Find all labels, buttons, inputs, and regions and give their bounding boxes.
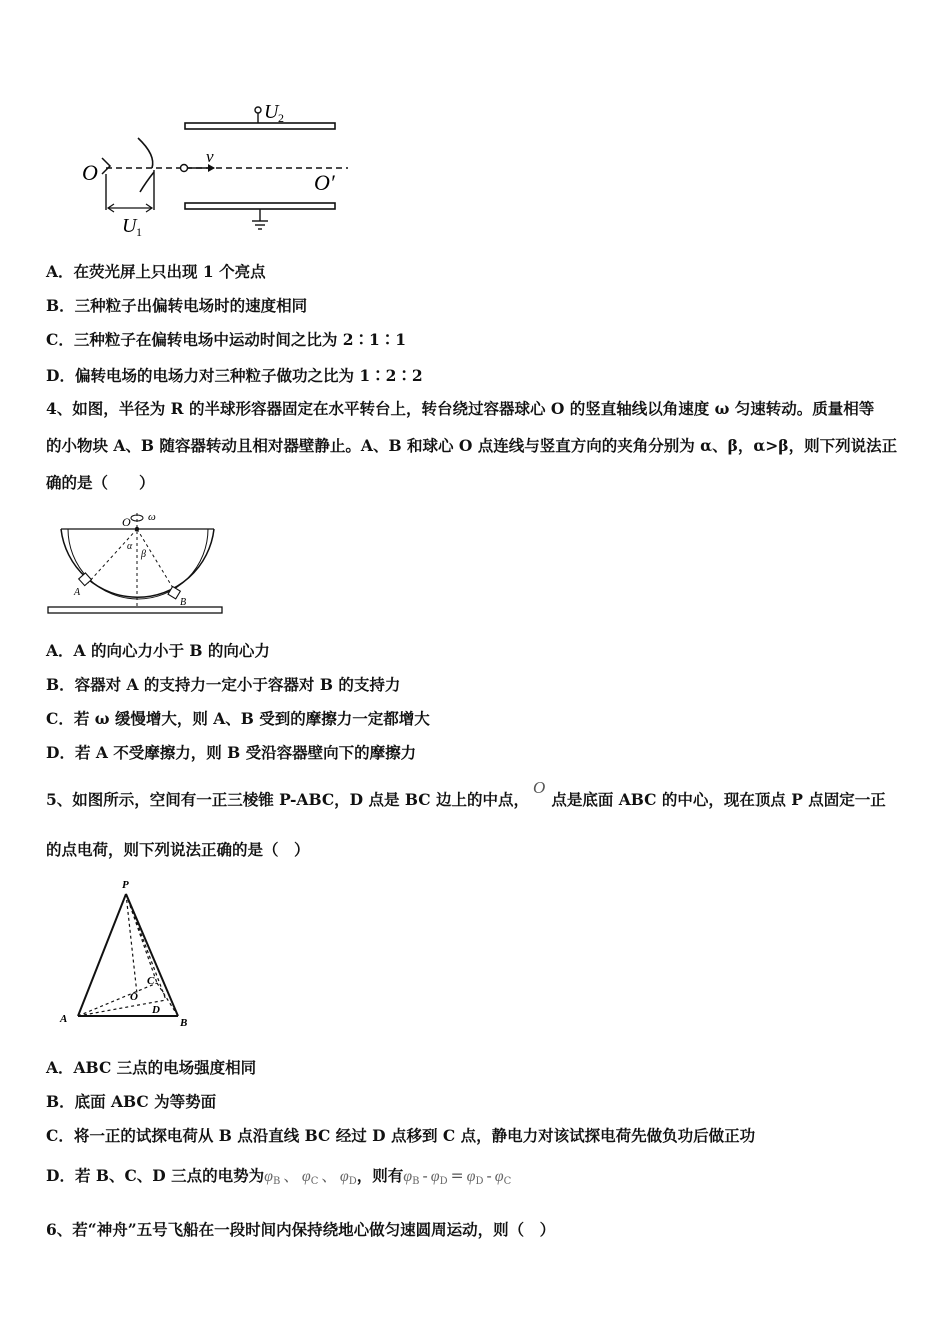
beta-label: β: [141, 549, 146, 560]
option-d-prefix: D．若 B、C、D 三点的电势为: [46, 1166, 265, 1185]
q5-option-b: B．底面 ABC 为等势面: [46, 1092, 217, 1111]
minus-sign: -: [422, 1167, 428, 1185]
q4-stem-line-1: 4、如图，半径为 R 的半球形容器固定在水平转台上，转台绕过容器球心 O 的竖直轴线以角速度 ω 匀速转动。质量相等: [46, 399, 875, 418]
block-b-label: B: [180, 597, 187, 608]
q4-stem-line-3: 确的是（ ）: [46, 473, 155, 492]
q3-option-d: D．偏转电场的电场力对三种粒子做功之比为 1∶2∶2: [46, 366, 423, 385]
q4-option-b: B．容器对 A 的支持力一定小于容器对 B 的支持力: [46, 675, 401, 694]
phi-b: φ: [264, 1168, 273, 1185]
phi-b: φ: [403, 1168, 413, 1185]
phi-c: φ: [494, 1168, 504, 1185]
alpha-label: α: [127, 541, 133, 552]
phi-c: φ: [301, 1168, 311, 1185]
q4-stem-line-2: 的小物块 A、B 随容器转动且相对器壁静止。A、B 和球心 O 点连线与竖直方向的夹角分别为 α、β，α>β，则下列说法正: [46, 436, 898, 455]
q6-stem: 6、若“神舟”五号飞船在一段时间内保持绕地心做匀速圆周运动，则（ ）: [46, 1220, 556, 1239]
q5-stem-line-1-start: 5、如图所示，空间有一正三棱锥 P-ABC，D 点是 BC 边上的中点，: [46, 790, 530, 809]
omega-label: ω: [148, 511, 156, 523]
triangular-pyramid-figure: [52, 876, 202, 1031]
vertex-c-label: C: [147, 975, 155, 987]
vertex-b-label: B: [180, 1017, 188, 1029]
q5-option-c: C．将一正的试探电荷从 B 点沿直线 BC 经过 D 点移到 C 点，静电力对该试探电荷先做负功后做正功: [46, 1126, 756, 1145]
q4-option-a: A．A 的向心力小于 B 的向心力: [46, 641, 270, 660]
q5-stem-line-1: [46, 778, 886, 810]
point-d-label: D: [152, 1004, 160, 1016]
minus-sign: -: [486, 1167, 492, 1185]
separator: 、: [321, 1167, 337, 1185]
o-prime-label: O′: [314, 170, 335, 195]
u2-label: U: [264, 101, 279, 123]
deflection-apparatus-figure: [78, 100, 353, 242]
separator: 、: [283, 1167, 299, 1185]
q5-stem-line-1-end: 点是底面 ABC 的中心，现在顶点 P 点固定一正: [551, 790, 886, 809]
phi-b-subscript: B: [412, 1176, 420, 1187]
phi-c-subscript: C: [310, 1176, 319, 1187]
phi-d: φ: [339, 1168, 349, 1185]
phi-d-subscript: D: [475, 1176, 484, 1187]
q3-option-c: C．三种粒子在偏转电场中运动时间之比为 2∶1∶1: [46, 330, 407, 349]
u2-subscript: 2: [278, 111, 284, 125]
u1-subscript: 1: [136, 225, 142, 239]
phi-d: φ: [430, 1168, 440, 1185]
phi-d-subscript: D: [439, 1176, 448, 1187]
vertex-p-label: P: [122, 879, 129, 891]
vertex-a-label: A: [60, 1013, 68, 1025]
u1-label: U: [122, 215, 137, 237]
q4-option-c: C．若 ω 缓慢增大，则 A、B 受到的摩擦力一定都增大: [46, 709, 430, 728]
q5-option-a: A．ABC 三点的电场强度相同: [46, 1058, 257, 1077]
v-label: v: [206, 147, 214, 166]
phi-c-subscript: C: [503, 1176, 512, 1187]
o-label: O: [82, 160, 98, 185]
phi-d-subscript: D: [348, 1176, 357, 1187]
q5-stem-line-2: 的点电荷，则下列说法正确的是（ ）: [46, 840, 310, 859]
hemisphere-container-figure: [44, 505, 229, 617]
center-o-symbol: O: [533, 778, 546, 797]
phi-d: φ: [466, 1168, 476, 1185]
phi-b-subscript: B: [272, 1176, 281, 1187]
center-o-label: O: [130, 991, 138, 1003]
block-a-label: A: [74, 587, 81, 598]
o-label: O: [122, 515, 131, 529]
option-d-middle: ，则有: [356, 1166, 404, 1185]
q3-option-b: B．三种粒子出偏转电场时的速度相同: [46, 296, 308, 315]
equals-sign: =: [450, 1167, 464, 1185]
q4-option-d: D．若 A 不受摩擦力，则 B 受沿容器壁向下的摩擦力: [46, 743, 417, 762]
q5-option-d: [46, 1164, 511, 1187]
q3-option-a: A．在荧光屏上只出现 1 个亮点: [46, 262, 266, 281]
